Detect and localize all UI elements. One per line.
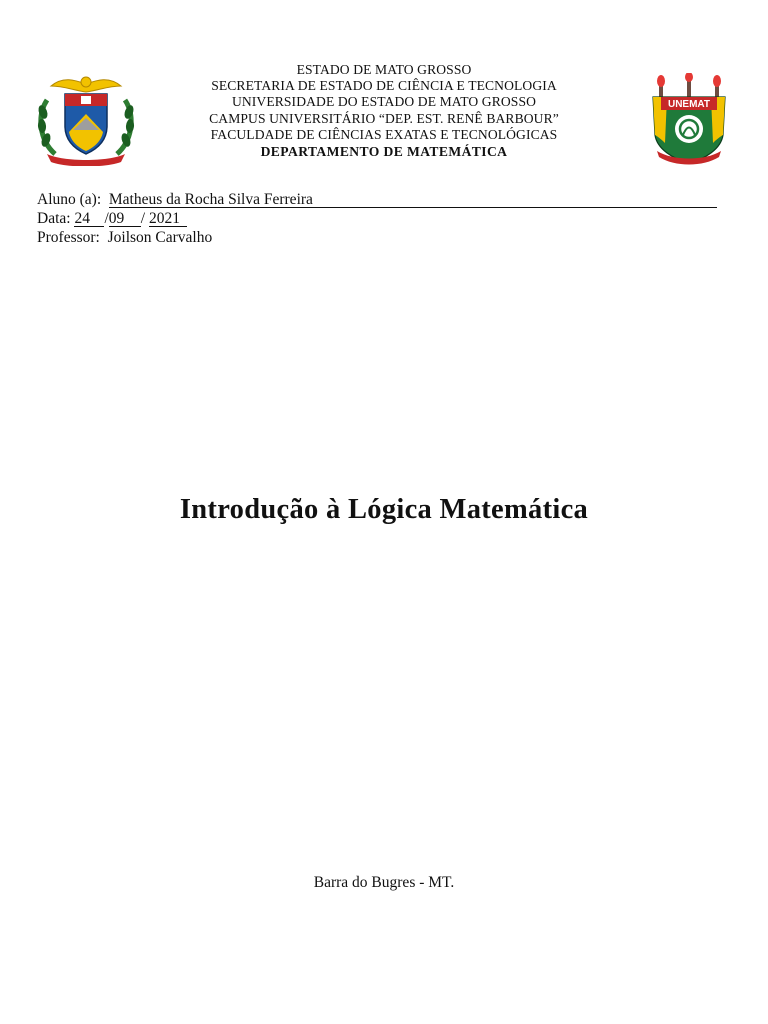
professor-row — [37, 228, 717, 247]
header-line-campus: CAMPUS UNIVERSITÁRIO “DEP. EST. RENÊ BARBOUR” — [209, 110, 559, 126]
header-line-secretariat: SECRETARIA DE ESTADO DE CIÊNCIA E TECNOLOGIA — [211, 78, 557, 94]
header-department: DEPARTAMENTO DE MATEMÁTICA — [260, 144, 508, 160]
date-separator: / — [104, 210, 109, 227]
header-line-faculty: FACULDADE DE CIÊNCIAS EXATAS E TECNOLÓGICAS — [210, 126, 558, 142]
location-footer: Barra do Bugres - MT. — [313, 874, 455, 891]
date-year: 2021 — [149, 211, 187, 227]
professor-name: Joilson Carvalho — [107, 229, 213, 246]
unemat-emblem-icon — [647, 73, 731, 165]
date-day: 24 — [74, 211, 104, 227]
document-title: Introdução à Lógica Matemática — [179, 494, 589, 525]
date-row — [37, 209, 717, 228]
date-separator: / — [140, 210, 146, 227]
professor-label: Professor: — [37, 229, 100, 246]
date-label: Data: — [37, 210, 71, 227]
unemat-banner-text: UNEMAT — [667, 99, 711, 110]
student-name: Matheus da Rocha Silva Ferreira — [109, 192, 717, 208]
date-month: 09 — [109, 211, 141, 227]
student-label: Aluno (a): — [37, 191, 102, 208]
header-line-state: ESTADO DE MATO GROSSO — [296, 62, 472, 77]
header-line-university: UNIVERSIDADE DO ESTADO DE MATO GROSSO — [231, 94, 537, 110]
student-row — [37, 190, 717, 209]
student-info — [37, 190, 717, 247]
